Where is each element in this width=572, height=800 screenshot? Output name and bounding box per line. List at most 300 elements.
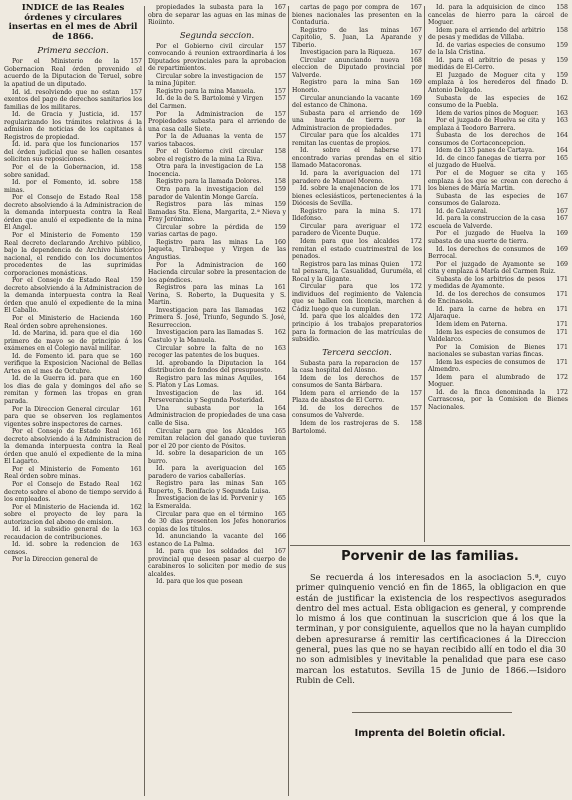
entry-text: propiedades la subasta para la obra de separar las aguas en las minas de Rioiinto. [148,4,286,27]
entry-text: Investigacion de las id. Porvenir y la Esmeralda. [148,495,264,510]
entry-text: Registros para las minas llamadas Sta. Elena, Margarita, 2.ª Nieva y Fray Jerónimo. [148,201,286,224]
page-number: 164 [274,374,286,382]
page-number: 172 [556,373,568,381]
page-number: 162 [130,481,142,488]
entry-text: Idem de varios pinos de Moguer. [436,109,539,117]
page-number: 172 [410,283,422,291]
entry-text: Por el Ministerio de Fomento Real decreto declarando Archivo público, bajo la dependencia de Archivo histórico nacional, el rendido con los documentos procedentes de las suprimidas corporaciones monásticas. [4,231,142,277]
page-number: 157 [130,141,142,149]
entry-text: Idem idem en Paterna. [436,320,508,328]
index-entry [148,578,286,586]
index-entry [148,186,286,201]
index-entry [148,450,286,465]
entry-list [148,4,286,27]
column-divider [288,6,289,796]
index-entry [428,147,568,155]
index-entry [292,261,422,284]
index-entry [428,215,568,230]
index-entry [148,88,286,96]
page-number: 158 [274,148,286,156]
entry-text: Id. aprobando la Diputacion la distribucion de fondos del presupuesto. [148,359,273,375]
entry-text: Subasta de los derechos de consumos de Cortaconcepcion. [428,132,546,147]
index-entry [148,224,286,239]
column-divider [424,6,425,542]
index-entry [4,556,142,564]
entry-text: Circular para que en el término de 30 dias presenten los Jefes honorarios copias de los títulos. [148,510,286,533]
page-number: 157 [130,88,142,96]
entry-text: Por el Ministerio de Hacienda Real órden sobre aprehensiones. [4,314,120,330]
entry-text: Id. para que los alcaldes den principio á los trabajos preparatorios para la formacion de las matrículas de subsidio. [292,313,422,344]
index-column-4 [428,4,568,544]
entry-text: Por el Consejo de Estado Real decreto sobre el abono de tiempo servido á los empleados. [4,481,142,504]
entry-text: Idem de los rastrojeras de S. Bartolomé. [292,419,400,435]
index-entry [292,375,422,390]
page-number: 165 [556,170,568,178]
entry-text: Id. id. para que los funcionarios del órden judicial que se hallen cesantes soliciten sus reposiciones. [4,141,142,164]
index-entry [148,163,286,178]
page-number: 159 [274,223,286,231]
page-number: 162 [274,306,286,314]
entry-text: Por el Ministerio de Hacienda id. sobre el proyecto de ley para la autorizacion del abono de emision. [4,503,142,526]
entry-text: Id. de Calaveral. [436,207,488,215]
page-number: 168 [410,56,422,64]
index-entry [428,132,568,147]
page-number: 169 [556,245,568,253]
entry-text: Por la Direccion general de [12,556,98,564]
entry-text: Investigacion para la Riqueza. [300,49,396,57]
entry-text: Idem las especies de consumos de Valdelarco. [428,328,546,344]
index-entry [4,466,142,481]
entry-text: Idem de 135 panes de Cartaya. [436,147,535,155]
page-number: 160 [130,330,142,338]
index-entry [148,307,286,330]
entry-text: Id. de varias especies de consumo de la Isla Cristina. [428,41,546,57]
page-number: 171 [556,320,568,328]
index-entry [292,79,422,94]
index-entry [148,329,286,344]
index-entry [148,4,286,27]
entry-text: Id. id la subsidio general de la recaudacion de contribuciones. [4,526,120,541]
index-entry [428,291,568,306]
entry-text: Registro para las minas La Jaqueta, Tirabeque y Virgen de las Angustias. [148,238,286,261]
page-number: 171 [410,147,422,155]
index-entry [292,405,422,420]
index-entry [428,193,568,208]
page-number: 157 [410,389,422,397]
index-entry [428,170,568,193]
index-entry [4,277,142,315]
entry-text: Por el de Moguer se cita y emplaza á los que se crean con derecho á los bienes de María Martin. [428,170,568,193]
page-number: 171 [556,358,568,366]
entry-text: Id. anunciando la vacante del estanco de La Palma. [148,533,264,548]
entry-text: Idem de los derechos de consumos de Santa Bárbara. [292,374,400,390]
page-number: 167 [556,192,568,200]
page-number: 167 [556,215,568,223]
index-entry [292,57,422,80]
entry-text: Id. para la averiguacion del paradero de Manuel Moreno. [292,170,400,185]
entry-text: Investigacion para las llamadas Primera S. José, Triunfo, Segundo S. José, Resurreccion. [148,306,286,329]
page-number: 169 [556,260,568,268]
page-number: 157 [274,133,286,141]
page-number: 167 [274,4,286,11]
entry-text: Id. sobre el haberse encontrado varias prendas en el sitio llamado Matacoronas. [292,147,422,170]
index-entry [428,344,568,359]
page-number: 162 [556,94,568,102]
page-number: 165 [556,154,568,162]
index-entry [148,262,286,285]
page-number: 167 [274,548,286,556]
index-entry [4,375,142,405]
page-number: 159 [556,41,568,49]
page-number: 157 [274,42,286,50]
page-number: 159 [130,277,142,285]
index-entry [148,495,286,510]
entry-text: Por el Ministerio de la Gobernacion Real órden provenido el acuerdo de la Diputacion de Teruel, sobre la apatiud de un diputado. [4,58,142,89]
page-number: 164 [556,132,568,140]
page-number: 171 [556,328,568,336]
entry-text: Investigacion para las llamadas S. Castulo y la Manuela. [148,329,264,344]
page-number: 160 [130,375,142,383]
section-heading: Primera seccion. [37,45,109,56]
entry-text: Por el Gobierno civil circular convocando á reunion extraordinaria á los Diputados provinciales para la aprobacion de repartimientos. [148,42,286,73]
index-entry [292,27,422,50]
page-number: 164 [274,389,286,397]
index-entry [292,185,422,208]
page-number: 165 [274,480,286,488]
index-entry [148,465,286,480]
entry-text: Otra para la investigacion de La Inocencia. [148,163,264,178]
entry-text: Por el Consejo de Estado Real decreto absolviendo á la Administracion de la demanda interpuesta contra la Real órden que anuló el expediente de la mina El Lagarto. [4,428,142,466]
entry-text: Id. para la carne de hebra en Aljaraque. [428,305,546,321]
page-number: 165 [274,465,286,473]
entry-text: Id. de Fomento id. para que se verifique la Exposicion Nacional de Bellas Artes en el mes de Octubre. [4,352,142,375]
page-number: 171 [410,207,422,215]
page-number: 157 [410,359,422,367]
index-entry [428,306,568,321]
index-entry [428,42,568,57]
page-number: 171 [556,305,568,313]
entry-text: Circular anunciando la vacante del estanco de Chinona. [292,94,400,110]
index-entry [148,511,286,534]
entry-list [292,4,422,344]
page-number: 158 [410,419,422,427]
page-number: 166 [274,533,286,541]
index-entry [428,95,568,110]
page-number: 158 [130,179,142,187]
page-number: 163 [130,526,142,534]
page-number: 160 [274,261,286,269]
index-column-2 [148,4,286,796]
index-entry [428,374,568,389]
index-entry [4,504,142,527]
index-entry [4,428,142,466]
index-column-3 [292,4,422,544]
index-entry [428,329,568,344]
page-number: 172 [410,237,422,245]
page-number: 159 [556,71,568,79]
short-rule [352,712,512,713]
page-number: 171 [556,343,568,351]
entry-text: Idem para el arriendo del arbitrio de pesas y medidas de Villaba. [428,26,546,42]
page-number: 158 [274,163,286,171]
page-number: 171 [410,185,422,193]
index-entry [4,164,142,179]
page-number: 172 [410,222,422,230]
index-title: INDICE de las Reales órdenes y circulares insertas en el mes de Abril de 1866. [8,4,138,42]
imprint-line: Imprenta del Boletin oficial. [354,728,506,739]
index-entry [148,111,286,134]
entry-text: El Juzgado de Moguer cita y emplaza á los herederos del finado D. Antonio Delgado. [428,71,568,95]
page-number: 172 [410,260,422,268]
entry-text: Por la Comision de Bienes nacionales se subastan varias fincas. [428,343,546,359]
entry-list [4,58,142,564]
page-number: 169 [410,94,422,102]
entry-text: Id. de Marina, id. para que el dia primero de mayo se de principio á los exámenes en el Colegio naval militar. [4,330,142,353]
page-number: 161 [130,405,142,413]
page-number: 171 [556,275,568,283]
index-entry [428,4,568,27]
page-number: 164 [274,359,286,367]
index-entry [292,238,422,261]
index-entry [4,526,142,541]
page-number: 163 [556,117,568,125]
page-number: 157 [410,404,422,412]
entry-text: Registro para la mina Manuela. [156,87,256,95]
section-heading: Segunda seccion. [179,29,255,40]
entry-text: Por la Direccion General circular para que se observen los reglamentos vigentes sobre inspectores de carnes. [4,405,142,428]
entry-text: Circular para averiguar el paradero de Vicente Duque. [292,222,400,238]
page-number: 158 [274,178,286,186]
entry-text: Circular sobre la investigacion de la mina Júpiter. [148,72,264,88]
page-number: 163 [274,344,286,352]
entry-list [428,4,568,412]
page-number: 171 [410,170,422,178]
entry-text: Subasta de los arbitrios de pesos y medidas de Ayamonte. [428,275,546,291]
entry-text: Registro para las minas Aquiles, S. Platon y Las Lomas. [148,374,264,390]
entry-text: Registro para la llamada Dolores. [156,178,262,186]
index-entry [148,201,286,224]
index-entry [292,223,422,238]
section-divider [290,545,570,546]
index-entry [428,230,568,245]
entry-text: Id. los derechos de consumos de Berrocal. [428,245,546,261]
entry-text: Por la Administracion de Propiedades subasta para el arriendo de una casa calle Siete. [148,110,286,133]
index-entry [428,155,568,170]
index-entry [428,246,568,261]
page-number: 167 [556,207,568,215]
entry-text: Subasta para la reparacion de la casa hospital del Alosno. [292,359,400,375]
page-number: 157 [274,72,286,80]
entry-text: Id. de la finca denominada la Carrascosa, por la Comision de Bienes Nacionales. [428,388,568,411]
index-entry [428,359,568,374]
entry-text: Por el Consejo de Estado Real decreto absolviendo á la Administracion de la demanda interpuesta contra la Real órden que anuló el expediente de la mina El Angel. [4,194,142,232]
column-divider [144,6,145,796]
entry-text: Circular para que los individuos del regimiento de Valencia que se hallen con licencia, marchen á Cádiz luego que la cumplan. [292,283,422,313]
entry-text: Por el juzgado de Ayamonte se cita y emplaza á María del Carmen Ruiz. [428,260,556,276]
page-number: 167 [410,4,422,11]
index-entry [4,179,142,194]
entry-list [292,360,422,435]
index-entry [292,147,422,170]
index-entry [148,95,286,110]
page-number: 161 [130,465,142,473]
page-number: 167 [410,26,422,34]
index-entry [148,360,286,375]
index-entry [148,405,286,428]
page-number: 157 [410,374,422,382]
index-entry [292,110,422,133]
page-number: 165 [274,495,286,503]
index-entry [148,43,286,73]
index-entry [4,141,142,164]
index-entry [428,389,568,412]
index-entry [148,73,286,88]
index-entry [148,239,286,262]
entry-text: Id. id. sobre la redencion de censos. [4,541,120,556]
section-heading: Tercera seccion. [322,346,392,357]
index-entry [292,283,422,313]
index-entry [428,27,568,42]
entry-text: Idem para el alumbrado de Moguer. [428,373,546,389]
index-entry [428,321,568,329]
index-entry [148,375,286,390]
entry-text: Por el de la Gobernacion, id. sobre sanidad. [4,164,120,179]
page-number: 160 [130,314,142,322]
index-entry [4,89,142,112]
entry-text: Circular sobre la falta de no recoger las patentes de los buques. [148,344,264,360]
page-number: 169 [410,109,422,117]
entry-text: Id. para que los que posean [156,578,243,586]
entry-text: Circular para que los alcaldes remitan las cuentas de propios. [292,132,400,147]
index-entry [4,353,142,376]
entry-text: Id. para que los soldados del provincial que deseen pasar al cuerpo de carabineros lo soliciten por medio de sus alcaldes. [148,548,286,578]
page-number: 159 [556,56,568,64]
entry-text: Registros para las minas La Verina, S. Roberto, la Duquesita y S. Martin. [148,284,286,307]
index-entry [148,345,286,360]
entry-text: Id. para la averiguacion del paradero de varios caballerías. [148,465,264,480]
index-entry [428,276,568,291]
index-entry [292,4,422,27]
entry-text: Registro para la mina San Honorio. [292,79,400,95]
entry-text: Id. para el arbitrio de pesas y medidas de El-Cerro. [428,56,546,72]
entry-text: Id. de la Guerra id. para que en los dias de gala y domingos del año se remitan y formen las tropas en gran parada. [4,375,142,405]
page-number: 169 [556,230,568,238]
index-entry [292,132,422,147]
entry-text: Id. para la adquisicion de cinco cancelas de hierro para la cárcel de Moguer. [428,4,568,27]
page-number: 158 [130,194,142,202]
page-number: 158 [556,4,568,11]
entry-text: Por el juzgado de Huelva se cita y emplaza á Teodoro Barrera. [428,117,546,132]
index-entry [4,406,142,429]
entry-text: Id. id. resolviendo que no estan exentos del pago de derechos sanitarios los familias de los militares. [4,88,142,111]
page-number: 159 [130,231,142,239]
page-number: 157 [274,110,286,118]
index-entry [292,95,422,110]
index-entry [292,390,422,405]
page-number: 159 [274,201,286,209]
entry-text: Id. de la de S. Bartolomé y Virgen del Carmen. [148,95,264,111]
entry-text: Subasta de las especies de consumos de Galaroza. [428,192,546,208]
entry-text: Id. de los derechos de consumos de Encinasola. [428,290,546,306]
entry-text: Otra para la investigacion del parador de Valentin Monge García. [148,186,264,201]
page-number: 169 [410,79,422,87]
entry-text: Circular para que los Alcaldes remitan relacion del ganado que tuvieran por el 20 por ciento de Pósitos. [148,427,286,450]
index-entry [428,57,568,72]
page-number: 158 [556,26,568,34]
page-number: 159 [274,186,286,194]
index-entry [4,541,142,556]
index-entry [148,533,286,548]
entry-text: Id. sobre la enajenacion de los bienes eclesiásticos, pertenecientes á la Diócesis de Sevilla. [292,185,422,208]
entry-text: Registros para las minas Quien tal pensara, la Casualidad, Guruméla, el Rocal y la Gigante. [292,260,422,283]
entry-text: Id. para la construccion de la casa escuela de Valverde. [428,215,546,230]
index-entry [148,284,286,307]
page-number: 165 [274,450,286,458]
page-number: 164 [274,404,286,412]
index-entry [428,261,568,276]
entry-text: Por el Gobierno civil circular sobre el registro de la mina La Riva. [148,148,264,163]
entry-text: Investigacion de las id. Perseverancia y Segunda Posteridad. [148,389,265,405]
index-entry [292,313,422,343]
notice-title: Porvenir de las familias. [341,549,519,564]
page-number: 160 [274,238,286,246]
page-number: 171 [410,132,422,140]
entry-text: Registro para la mina S. Ildefonso. [292,207,400,223]
entry-text: Circular sobre la pérdida de varias cartas de pago. [148,223,264,239]
index-column-1 [4,4,142,796]
page-number: 157 [274,87,286,95]
entry-text: Id. de cinco fanegas de tierra por el juzgado de Huelva. [428,154,546,170]
entry-text: Id. por el Fomento, id. sobre minas. [4,179,120,194]
entry-text: Idem las especies de consumos de Almendro. [428,358,546,374]
index-entry [148,148,286,163]
index-entry [292,360,422,375]
entry-text: Por la de Aduanas la venta de varios tabacos. [148,133,264,148]
page-number: 163 [130,541,142,549]
entry-text: Id. de Gracia y Justicia, id. regularizando los trámites relativos á la admision de noticias de los capitanes á Registros de propiedad. [4,111,142,141]
entry-text: Registro para las minas San Ruperto, S. Bonifacio y Segunda Luisa. [148,480,271,495]
index-entry [292,208,422,223]
index-entry [4,58,142,88]
index-entry [428,110,568,118]
page-number: 158 [130,164,142,172]
entry-text: cartas de pago por compra de bienes nacionales las presenten en la Contaduria. [292,4,422,27]
index-entry [292,420,422,435]
page-number: 172 [410,313,422,321]
index-entry [428,72,568,95]
index-entry [148,390,286,405]
index-entry [292,170,422,185]
index-entry [148,480,286,495]
entry-text: Por la Administracion de Hacienda circular sobre la presentacion de los apéndices. [148,261,286,284]
entry-text: Por el juzgado de Huelva la subasta de una suerte de tierra. [428,230,546,245]
index-entry [4,194,142,232]
entry-text: Registro de las minas Capitolio, S. Juan, La Aparande y Tiberio. [292,26,422,49]
entry-text: Por el Consejo de Estado Real decreto absolviendo á la Administracion de la demanda interpuesta contra la Real órden que anuló el expediente de la mina El Caballo. [4,277,142,315]
index-entry [4,330,142,353]
page-number: 163 [556,109,568,117]
entry-list [148,43,286,586]
page-number: 157 [130,111,142,119]
entry-text: Subasta para el arriendo de una huerta de tierra por la Administracion de propiedades. [292,109,422,132]
notice-body: Se recuerda á los interesados en la asociacion 5.ª, cuyo primer quinquenio venció en fin de 1865, la obligacion en que están de justificar la existencia de los respectivos asegurados dentro del mes actual. Esta obligacion es general, y comprende lo mismo á los que continuan la suscricion que á los que la terminan, y por consiguiente, aquellos que no la hayan cumplido deben apresurarse á remitir las certificaciones á la Direccion general, pues las que no se hayan recibido allí en todo el dia 30 no son admisibles y inevitable la penalidad que para ese caso marcan los estatutos. Sevilla 15 de Junio de 1866.—Isidoro Rubin de Celi. [296,572,566,685]
index-entry [428,117,568,132]
index-entry [428,208,568,216]
index-entry [148,428,286,451]
page-number: 164 [556,147,568,155]
page-number: 162 [274,329,286,337]
index-entry [4,111,142,141]
